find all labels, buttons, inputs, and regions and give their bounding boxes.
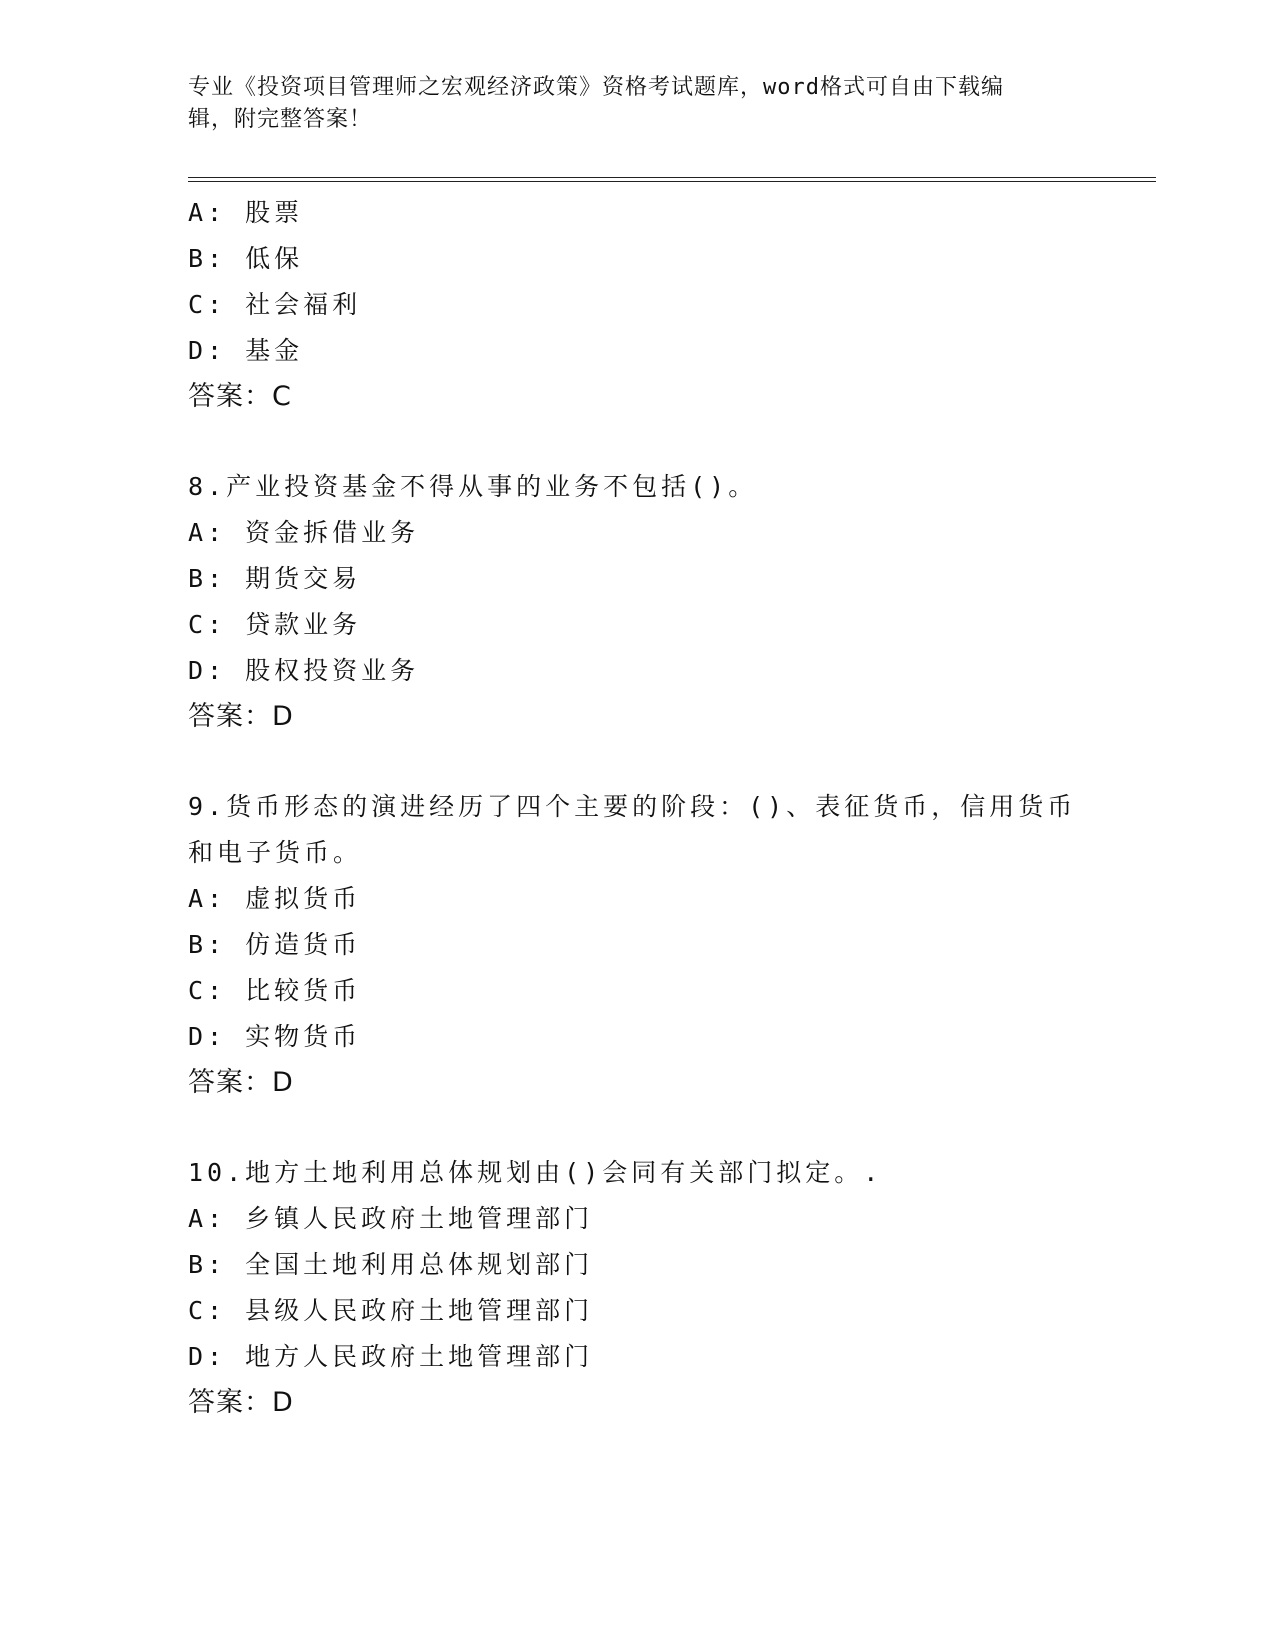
header-line-1: 专业《投资项目管理师之宏观经济政策》资格考试题库，word格式可自由下载编 <box>188 75 1004 100</box>
option-d: D: 地方人民政府土地管理部门 <box>188 1342 594 1371</box>
option-b: B: 仿造货币 <box>188 930 362 959</box>
option-b: B: 全国土地利用总体规划部门 <box>188 1250 594 1279</box>
option-d: D: 实物货币 <box>188 1022 362 1051</box>
question-7 <box>188 190 1108 420</box>
option-a: A: 乡镇人民政府土地管理部门 <box>188 1204 594 1233</box>
question-9 <box>188 784 1108 1106</box>
option-c: C: 县级人民政府土地管理部门 <box>188 1296 594 1325</box>
question-stem: 10.地方土地利用总体规划由()会同有关部门拟定。. <box>188 1158 883 1187</box>
answer: 答案：D <box>188 1387 294 1418</box>
answer: 答案：D <box>188 701 294 732</box>
answer: 答案：C <box>188 381 292 412</box>
answer: 答案：D <box>188 1067 294 1098</box>
option-a: A: 股票 <box>188 198 304 227</box>
question-stem-line-1: 9.货币形态的演进经历了四个主要的阶段：()、表征货币，信用货币 <box>188 792 1077 821</box>
spacer <box>188 1106 1108 1150</box>
option-b: B: 低保 <box>188 244 304 273</box>
header-rule-top <box>188 177 1156 178</box>
spacer <box>188 740 1108 784</box>
option-d: D: 基金 <box>188 336 304 365</box>
question-8 <box>188 464 1108 740</box>
option-a: A: 虚拟货币 <box>188 884 362 913</box>
option-c: C: 比较货币 <box>188 976 362 1005</box>
question-list <box>188 190 1108 1426</box>
spacer <box>188 420 1108 464</box>
header-line-2: 辑，附完整答案！ <box>188 107 373 132</box>
question-stem-line-2: 和电子货币。 <box>188 838 363 867</box>
option-c: C: 社会福利 <box>188 290 362 319</box>
option-a: A: 资金拆借业务 <box>188 518 420 547</box>
page-header <box>188 72 1068 136</box>
question-10 <box>188 1150 1108 1426</box>
header-rule-bottom <box>188 181 1156 182</box>
option-b: B: 期货交易 <box>188 564 362 593</box>
question-stem: 8.产业投资基金不得从事的业务不包括()。 <box>188 472 758 501</box>
option-c: C: 贷款业务 <box>188 610 362 639</box>
option-d: D: 股权投资业务 <box>188 656 420 685</box>
